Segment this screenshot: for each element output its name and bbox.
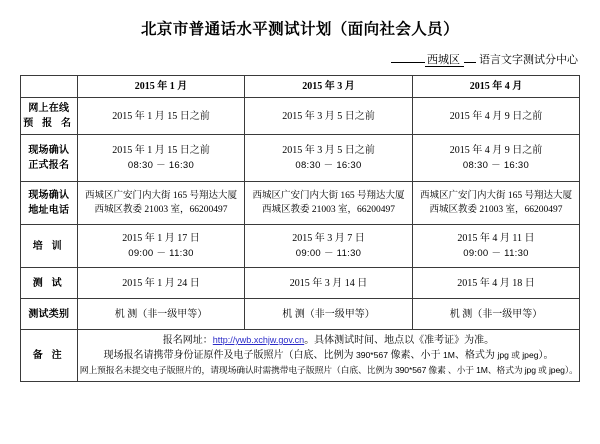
- table-row-remarks: [20, 330, 580, 382]
- remarks-onsite-text-d: ）。: [564, 365, 578, 375]
- table-cell: 2015 年 1 月 15 日之前: [77, 98, 245, 135]
- table-cell: 机 测（非一级甲等）: [412, 299, 580, 330]
- table-cell: 2015 年 1 月 15 日之前 08:30 － 16:30: [77, 135, 245, 182]
- table-header-row: [20, 76, 580, 98]
- table-corner-cell: [20, 76, 77, 98]
- row-label-test: 测 试: [20, 268, 77, 299]
- column-header-month-3: 2015 年 4 月: [412, 76, 580, 98]
- document-page: [0, 20, 600, 444]
- table-cell: 2015 年 1 月 24 日: [77, 268, 245, 299]
- table-cell: 2015 年 3 月 5 日之前 08:30 － 16:30: [245, 135, 413, 182]
- table-cell: 机 测（非一级甲等）: [77, 299, 245, 330]
- remarks-onsite-text-c: 、格式为: [487, 365, 525, 375]
- page-title: 北京市普通话水平测试计划（面向社会人员）: [140, 21, 459, 38]
- remarks-photo-text-a: 现场报名请携带身份证原件及电子版照片（白底、比例为: [103, 350, 356, 361]
- table-cell: 2015 年 4 月 9 日之前: [412, 98, 580, 135]
- remarks-onsite-pixels: 390*567: [394, 365, 427, 375]
- table-cell: 2015 年 1 月 17 日 09:00 － 11:30: [77, 225, 245, 268]
- table-cell: 2015 年 3 月 14 日: [245, 268, 413, 299]
- row-label-training: 培 训: [20, 225, 77, 268]
- column-header-month-1: 2015 年 1 月: [77, 76, 245, 98]
- table-cell: 机 测（非一级甲等）: [245, 299, 413, 330]
- row-label-online-preregistration: 网上在线 预 报 名: [20, 98, 77, 135]
- table-cell: 2015 年 4 月 9 日之前 08:30 － 16:30: [412, 135, 580, 182]
- table-row-test-category: [20, 299, 580, 330]
- table-row-online-preregistration: [20, 98, 580, 135]
- table-cell: 2015 年 3 月 7 日 09:00 － 11:30: [245, 225, 413, 268]
- table-cell: 2015 年 4 月 11 日 09:00 － 11:30: [412, 225, 580, 268]
- district-name: 西城区: [425, 54, 464, 67]
- remarks-photo-pixels: 390*567: [355, 350, 388, 360]
- schedule-table: [20, 75, 581, 382]
- table-row-onsite-address: [20, 182, 580, 225]
- remarks-onsite-format: jpg 或 jpeg: [524, 365, 565, 375]
- row-label-onsite-confirmation: 现场确认 正式报名: [20, 135, 77, 182]
- table-cell: 2015 年 4 月 18 日: [412, 268, 580, 299]
- center-name: 语言文字测试分中心: [479, 54, 578, 66]
- subtitle-leading-rule: [391, 50, 425, 63]
- remarks-url-suffix: 。具体测试时间、地点以《准考证》为准。: [304, 335, 495, 346]
- row-label-onsite-address: 现场确认 地址电话: [20, 182, 77, 225]
- remarks-photo-format: jpg 或 jpeg: [497, 350, 539, 360]
- remarks-photo-text-c: 、格式为: [454, 350, 498, 361]
- remarks-cell: [77, 330, 580, 382]
- table-row-training: [20, 225, 580, 268]
- remarks-url-prefix: 报名网址：: [162, 335, 213, 346]
- issuing-center-line: [0, 50, 578, 67]
- table-cell: 西城区广安门内大街 165 号翔达大厦 西城区教委 21003 室，66200497: [245, 182, 413, 225]
- remarks-photo-text-d: ）。: [538, 350, 554, 361]
- remarks-line-1: [80, 333, 578, 348]
- remarks-line-2: [80, 348, 578, 363]
- table-cell: 2015 年 3 月 5 日之前: [245, 98, 413, 135]
- column-header-month-2: 2015 年 3 月: [245, 76, 413, 98]
- table-row-onsite-confirmation: [20, 135, 580, 182]
- remarks-photo-text-b: 像素、小于: [387, 350, 443, 361]
- table-row-test: [20, 268, 580, 299]
- table-cell: 西城区广安门内大街 165 号翔达大厦 西城区教委 21003 室，66200497: [77, 182, 245, 225]
- remarks-onsite-text-a: 网上预报名未提交电子版照片的，请现场确认时需携带电子版照片（白底、比例为: [79, 365, 395, 375]
- subtitle-trailing-rule: [464, 50, 476, 63]
- remarks-onsite-text-b: 像素 、小于: [426, 365, 477, 375]
- table-cell: 西城区广安门内大街 165 号翔达大厦 西城区教委 21003 室，66200497: [412, 182, 580, 225]
- remarks-photo-size: 1M: [442, 350, 455, 360]
- row-label-remarks: 备 注: [20, 330, 77, 382]
- remarks-onsite-size: 1M: [476, 365, 488, 375]
- row-label-test-category: 测试类别: [20, 299, 77, 330]
- remarks-line-3: [80, 363, 578, 378]
- registration-url-link[interactable]: http://ywb.xchjw.gov.cn: [212, 335, 305, 345]
